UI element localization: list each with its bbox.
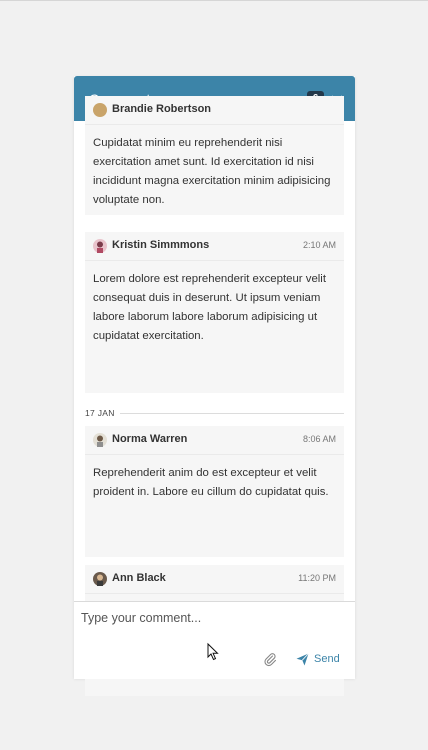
comment-body: Cupidatat minim eu reprehenderit nisi exercitation amet sunt. Id exercitation id nisi incididunt magna exercitation minim adipisicing voluptate non.: [93, 137, 331, 206]
send-label: Send: [314, 653, 340, 665]
date-separator-label: 17 JAN: [85, 408, 115, 418]
comments-panel: [74, 76, 355, 678]
comments-list[interactable]: [74, 103, 355, 601]
comment-author: Norma Warren: [112, 433, 188, 445]
comment-composer: [74, 601, 355, 679]
date-separator: [85, 408, 344, 420]
comment-author: Ann Black: [112, 572, 166, 584]
paper-plane-icon: [296, 653, 309, 666]
comment-card: [85, 96, 344, 215]
paperclip-icon[interactable]: [263, 652, 277, 666]
mouse-cursor-icon: [207, 643, 219, 661]
comment-meta: [85, 426, 344, 455]
window-top-border: [0, 0, 428, 1]
avatar: [93, 239, 107, 253]
comment-input[interactable]: [81, 611, 331, 625]
comment-author: Brandie Robertson: [112, 103, 212, 115]
avatar: [93, 572, 107, 586]
comment-meta: [85, 565, 344, 594]
comment-time: 2:10 AM: [302, 240, 336, 250]
comment-card: [85, 426, 344, 557]
date-separator-line: [120, 413, 344, 414]
comment-body: Reprehenderit anim do est excepteur et velit proident in. Labore eu cillum do cupidatat quis.: [93, 467, 329, 498]
comment-meta: [85, 96, 344, 125]
comment-card: [85, 232, 344, 393]
comment-author: Kristin Simmmons: [112, 239, 210, 251]
comment-time: 8:06 AM: [302, 434, 336, 444]
comment-time: 11:20 PM: [298, 573, 336, 583]
avatar: [93, 103, 107, 117]
send-button[interactable]: [296, 652, 340, 666]
comment-meta: [85, 232, 344, 261]
avatar: [93, 433, 107, 447]
comment-body: Lorem dolore est reprehenderit excepteur velit consequat duis in deserunt. Ut ipsum veniam labore laborum labore laborum adipisicing ut cupidatat exercitation.: [93, 273, 327, 342]
